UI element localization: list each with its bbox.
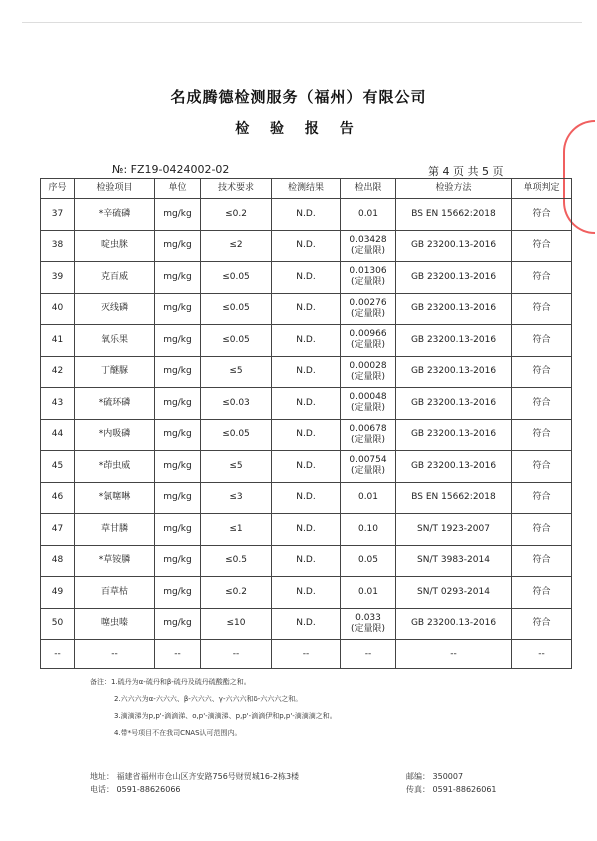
cell-index: 40 [41, 293, 75, 325]
cell-unit: mg/kg [155, 230, 201, 262]
cell-unit: mg/kg [155, 451, 201, 483]
cell-index: 46 [41, 482, 75, 514]
cell-detection-limit: 0.00048 (定量限) [341, 388, 396, 420]
cell-method: SN/T 0293-2014 [396, 577, 512, 609]
cell-unit: mg/kg [155, 388, 201, 420]
col-header-detection-limit: 检出限 [341, 179, 396, 199]
cell-requirement: ≤0.2 [201, 199, 272, 231]
col-header-result: 检测结果 [272, 179, 341, 199]
cell-detection-limit: 0.00276 (定量限) [341, 293, 396, 325]
cell-requirement: ≤0.05 [201, 293, 272, 325]
cell-method: GB 23200.13-2016 [396, 325, 512, 357]
cell-requirement: ≤0.03 [201, 388, 272, 420]
col-header-judgement: 单项判定 [512, 179, 572, 199]
col-header-index: 序号 [41, 179, 75, 199]
cell-method: SN/T 3983-2014 [396, 545, 512, 577]
cell-index: 48 [41, 545, 75, 577]
table-row [41, 482, 572, 514]
cell-method: GB 23200.13-2016 [396, 293, 512, 325]
cell-item: *茚虫威 [75, 451, 155, 483]
cell-result: N.D. [272, 514, 341, 546]
cell-index: 43 [41, 388, 75, 420]
table-row [41, 199, 572, 231]
cell-judgement: 符合 [512, 388, 572, 420]
cell-index: 42 [41, 356, 75, 388]
cell-item: 克百威 [75, 262, 155, 294]
cell-method: -- [396, 640, 512, 669]
table-row [41, 325, 572, 357]
cell-method: GB 23200.13-2016 [396, 388, 512, 420]
cell-method: GB 23200.13-2016 [396, 356, 512, 388]
cell-index: -- [41, 640, 75, 669]
cell-requirement: ≤0.05 [201, 262, 272, 294]
cell-result: N.D. [272, 325, 341, 357]
report-title: 检 验 报 告 [235, 121, 362, 137]
cell-method: BS EN 15662:2018 [396, 199, 512, 231]
table-row [41, 356, 572, 388]
cell-detection-limit: 0.01 [341, 199, 396, 231]
cell-unit: mg/kg [155, 293, 201, 325]
cell-index: 49 [41, 577, 75, 609]
cell-result: N.D. [272, 293, 341, 325]
cell-index: 39 [41, 262, 75, 294]
cell-method: BS EN 15662:2018 [396, 482, 512, 514]
cell-method: GB 23200.13-2016 [396, 419, 512, 451]
table-row [41, 230, 572, 262]
cell-judgement: 符合 [512, 356, 572, 388]
remark-line: 4.带*号项目不在我司CNAS认可范围内。 [114, 729, 242, 737]
footer-contact-left [90, 770, 299, 796]
cell-method: SN/T 1923-2007 [396, 514, 512, 546]
cell-requirement: ≤3 [201, 482, 272, 514]
remark-line: 备注：1.硫丹为α-硫丹和β-硫丹及硫丹硫酸酯之和。 [90, 678, 251, 686]
cell-judgement: 符合 [512, 262, 572, 294]
cell-unit: mg/kg [155, 199, 201, 231]
cell-unit: mg/kg [155, 262, 201, 294]
cell-requirement: ≤0.05 [201, 325, 272, 357]
cell-requirement: ≤0.05 [201, 419, 272, 451]
report-number: №: FZ19-0424002-02 [112, 163, 230, 176]
remark-line: 2.六六六为α-六六六、β-六六六、γ-六六六和δ-六六六之和。 [114, 695, 303, 703]
table-row [41, 419, 572, 451]
cell-detection-limit: 0.05 [341, 545, 396, 577]
cell-judgement: 符合 [512, 230, 572, 262]
cell-judgement: 符合 [512, 451, 572, 483]
footer-contact-right [406, 770, 497, 796]
cell-judgement: 符合 [512, 608, 572, 640]
cell-judgement: 符合 [512, 293, 572, 325]
cell-unit: mg/kg [155, 514, 201, 546]
cell-judgement: 符合 [512, 577, 572, 609]
cell-judgement: -- [512, 640, 572, 669]
cell-unit: mg/kg [155, 608, 201, 640]
cell-unit: -- [155, 640, 201, 669]
cell-item: 灭线磷 [75, 293, 155, 325]
cell-item: *草铵膦 [75, 545, 155, 577]
page-indicator: 第 4 页 共 5 页 [428, 165, 504, 178]
cell-detection-limit: -- [341, 640, 396, 669]
cell-detection-limit: 0.00754 (定量限) [341, 451, 396, 483]
cell-result: N.D. [272, 356, 341, 388]
cell-result: N.D. [272, 451, 341, 483]
cell-result: N.D. [272, 608, 341, 640]
cell-unit: mg/kg [155, 577, 201, 609]
cell-index: 47 [41, 514, 75, 546]
cell-detection-limit: 0.00966 (定量限) [341, 325, 396, 357]
cell-judgement: 符合 [512, 325, 572, 357]
cell-result: N.D. [272, 388, 341, 420]
footer-postcode: 邮编： 350007 [406, 772, 464, 781]
cell-method: GB 23200.13-2016 [396, 262, 512, 294]
col-header-method: 检验方法 [396, 179, 512, 199]
cell-judgement: 符合 [512, 482, 572, 514]
cell-unit: mg/kg [155, 325, 201, 357]
cell-requirement: ≤0.2 [201, 577, 272, 609]
cell-detection-limit: 0.01306 (定量限) [341, 262, 396, 294]
cell-item: *辛硫磷 [75, 199, 155, 231]
cell-requirement: ≤10 [201, 608, 272, 640]
table-row [41, 262, 572, 294]
remark-line: 3.滴滴涕为p,p'-滴滴涕、o,p'-滴滴涕、p,p'-滴滴伊和p,p'-滴滴滴之和。 [114, 712, 337, 720]
cell-judgement: 符合 [512, 199, 572, 231]
cell-result: N.D. [272, 545, 341, 577]
footer-phone: 电话： 0591-88626066 [90, 785, 181, 794]
cell-requirement: ≤1 [201, 514, 272, 546]
col-header-requirement: 技术要求 [201, 179, 272, 199]
cell-method: GB 23200.13-2016 [396, 451, 512, 483]
cell-item: *硫环磷 [75, 388, 155, 420]
cell-detection-limit: 0.00028 (定量限) [341, 356, 396, 388]
table-header-row [41, 179, 572, 199]
inspection-table [40, 178, 572, 669]
cell-unit: mg/kg [155, 356, 201, 388]
cell-index: 45 [41, 451, 75, 483]
cell-detection-limit: 0.033 (定量限) [341, 608, 396, 640]
table-row [41, 293, 572, 325]
cell-unit: mg/kg [155, 419, 201, 451]
cell-requirement: ≤2 [201, 230, 272, 262]
cell-result: N.D. [272, 199, 341, 231]
cell-item: 氧乐果 [75, 325, 155, 357]
cell-requirement: ≤0.5 [201, 545, 272, 577]
cell-detection-limit: 0.03428 (定量限) [341, 230, 396, 262]
cell-index: 38 [41, 230, 75, 262]
col-header-item: 检验项目 [75, 179, 155, 199]
cell-method: GB 23200.13-2016 [396, 230, 512, 262]
cell-result: N.D. [272, 577, 341, 609]
cell-method: GB 23200.13-2016 [396, 608, 512, 640]
table-row [41, 514, 572, 546]
cell-index: 50 [41, 608, 75, 640]
table-row [41, 388, 572, 420]
cell-requirement: ≤5 [201, 356, 272, 388]
cell-index: 41 [41, 325, 75, 357]
table-row [41, 451, 572, 483]
cell-item: 噻虫嗪 [75, 608, 155, 640]
cell-index: 44 [41, 419, 75, 451]
cell-item: *氯噻啉 [75, 482, 155, 514]
col-header-unit: 单位 [155, 179, 201, 199]
cell-item: *内吸磷 [75, 419, 155, 451]
cell-index: 37 [41, 199, 75, 231]
table-row [41, 608, 572, 640]
cell-result: N.D. [272, 230, 341, 262]
cell-item: 草甘膦 [75, 514, 155, 546]
cell-judgement: 符合 [512, 545, 572, 577]
footer-fax: 传真： 0591-88626061 [406, 785, 497, 794]
cell-detection-limit: 0.01 [341, 577, 396, 609]
cell-unit: mg/kg [155, 545, 201, 577]
cell-item: -- [75, 640, 155, 669]
cell-judgement: 符合 [512, 419, 572, 451]
footer-address: 地址： 福建省福州市仓山区齐安路756号财贸城16-2栋3楼 [90, 772, 300, 781]
remarks [90, 678, 337, 746]
table-row [41, 545, 572, 577]
cell-item: 丁醚脲 [75, 356, 155, 388]
cell-detection-limit: 0.10 [341, 514, 396, 546]
cell-requirement: ≤5 [201, 451, 272, 483]
cell-detection-limit: 0.01 [341, 482, 396, 514]
cell-result: N.D. [272, 419, 341, 451]
table-row [41, 577, 572, 609]
cell-requirement: -- [201, 640, 272, 669]
cell-judgement: 符合 [512, 514, 572, 546]
cell-detection-limit: 0.00678 (定量限) [341, 419, 396, 451]
cell-item: 啶虫脒 [75, 230, 155, 262]
table-row [41, 640, 572, 669]
cell-result: N.D. [272, 262, 341, 294]
cell-unit: mg/kg [155, 482, 201, 514]
cell-result: N.D. [272, 482, 341, 514]
cell-result: -- [272, 640, 341, 669]
cell-item: 百草枯 [75, 577, 155, 609]
company-name: 名成腾德检测服务（福州）有限公司 [170, 88, 427, 106]
scan-edge-line [22, 22, 582, 23]
